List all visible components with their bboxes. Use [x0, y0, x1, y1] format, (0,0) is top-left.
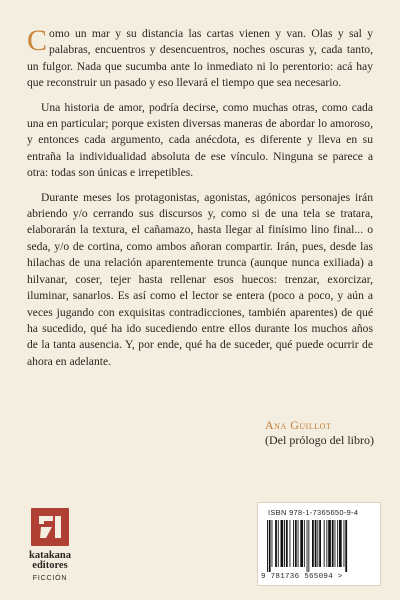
barcode-bar: [286, 520, 288, 567]
publisher-logo: [22, 508, 78, 582]
paragraph-1: [27, 26, 373, 92]
barcode-bar: [281, 520, 284, 567]
attribution: [265, 418, 374, 448]
barcode-bar: [272, 520, 273, 567]
drop-cap: C: [27, 24, 48, 57]
katakana-logo-icon: [31, 508, 69, 546]
barcode-bar: [295, 520, 297, 567]
series-label: FICCIÓN: [32, 575, 68, 582]
author-name: Ana Guillot: [265, 418, 332, 432]
barcode-bar: [298, 520, 299, 567]
barcode-bar: [319, 520, 321, 567]
publisher-name-line-2: editores: [32, 560, 68, 571]
barcode-bar: [300, 520, 303, 567]
paragraph-1-text: omo un mar y su distancia las cartas vienen y van. Olas y sal y palabras, encuentros y desencuentros, noches oscuras y, cada tanto, un fulgor. Nada que sucumba ante lo inmediato ni lo perentorio: acá hay que reconstruir un pasado y eso llevará el tiempo que sea necesario.: [27, 27, 373, 90]
attribution-source: (Del prólogo del libro): [265, 433, 374, 447]
barcode-bar: [293, 520, 294, 567]
barcode-bar: [278, 520, 279, 567]
barcode-bar: [326, 520, 327, 567]
barcode-bar: [337, 520, 338, 567]
barcode-bar: [328, 520, 331, 567]
isbn-label: ISBN 978-1-7365650-9-4: [268, 508, 359, 517]
barcode-bar: [339, 520, 342, 567]
paragraph-3: Durante meses los protagonistas, agonistas, agónicos personajes irán abriendo y/o cerrando sus discursos y, como si de una tela se tratara, elaborarán la textura, el cañamazo, hasta llegar al finísimo lino final... o seda, y/o de cortina, como ambos añoran compartir. Irán, pues, desde las hilachas de una relación aparentemente trunca (aunque nunca exiliada) a hilvanar, coser, tejer hasta rellenar esos huecos: trenzar, exorcizar, iluminar, sanarlos. Es así como el lector se entera (poco a poco, y aún a veces jugando con exquisitas contradicciones, también aparentes) de qué ha sucedido, qué ha ido sucediendo entre ellos durante los muchos años de la tanta ausencia. Y, por ende, qué ha de suceder, qué puede ocurrir de ahora en adelante.: [27, 190, 373, 368]
barcode-bar: [335, 520, 336, 567]
barcode-bars: [267, 520, 373, 572]
barcode-bar: [284, 520, 285, 567]
publisher-name-line-1: katakana: [28, 550, 71, 561]
barcode-bar: [267, 520, 268, 572]
paragraph-2: Una historia de amor, podría decirse, como muchas otras, como cada una en particular; porque existen diversas maneras de abordar lo amoroso, y entonces cada argumento, cada anécdota, es diferente y lleva en su entraña la individualidad absoluta de ese vínculo. Ninguna se parece a otra: todas son únicas e irrepetibles.: [27, 100, 373, 180]
isbn-barcode: [257, 502, 381, 586]
barcode-bar: [269, 520, 271, 572]
barcode-bar: [345, 520, 347, 572]
publisher-name: [22, 551, 78, 571]
back-cover-text: [27, 26, 373, 370]
barcode-bar: [308, 520, 309, 572]
barcode-bar: [312, 520, 314, 567]
barcode-bar: [307, 520, 308, 572]
barcode-bar: [304, 520, 305, 567]
barcode-bar: [275, 520, 277, 567]
barcode-bar: [332, 520, 334, 567]
barcode-bar: [317, 520, 318, 567]
barcode-bar: [324, 520, 325, 567]
barcode-bar: [344, 520, 345, 567]
barcode-digits: 9 781736 565094 >: [261, 573, 343, 581]
barcode-bar: [290, 520, 291, 567]
barcode-bar: [315, 520, 317, 567]
